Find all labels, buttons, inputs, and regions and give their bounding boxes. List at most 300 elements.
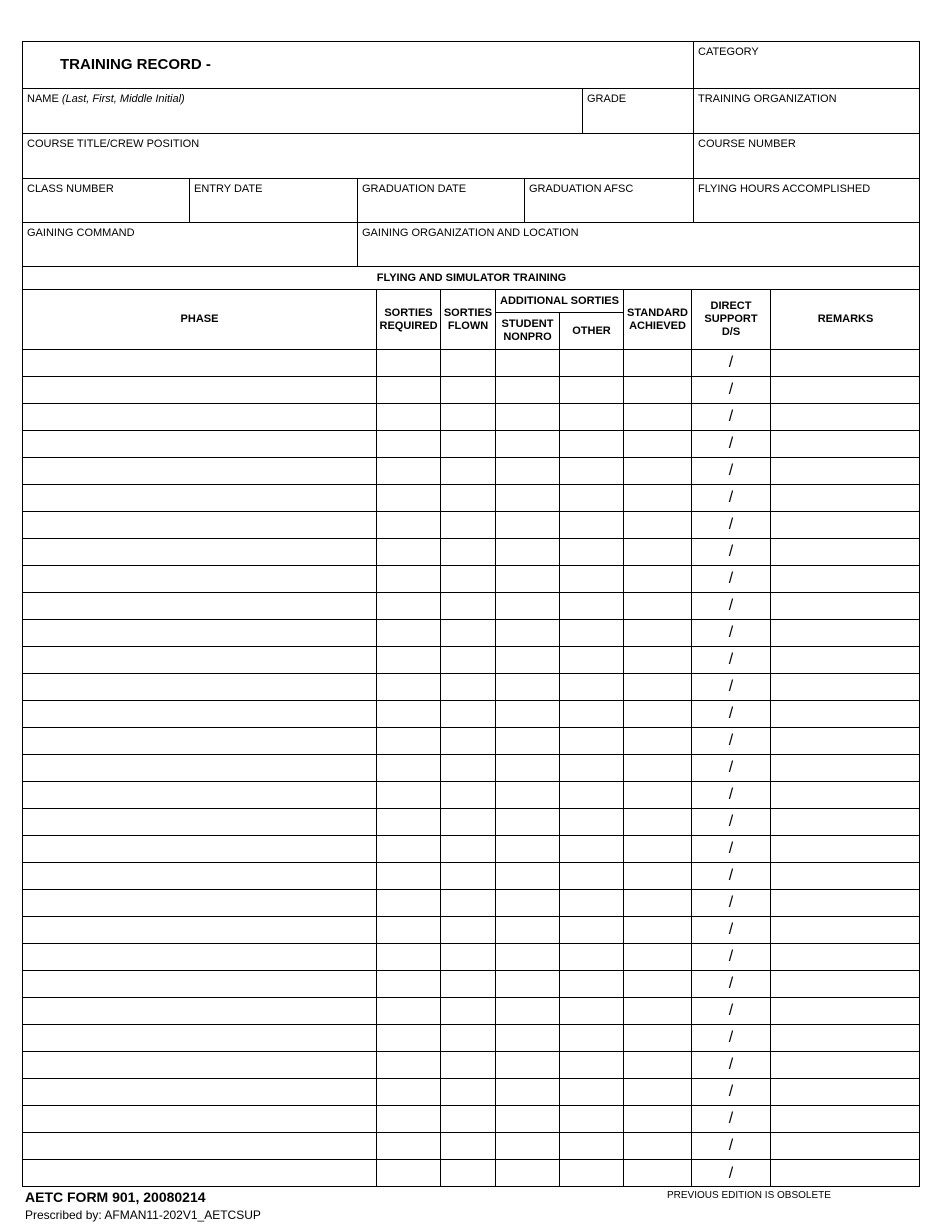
remarks-cell[interactable] [771, 1106, 920, 1133]
other-cell[interactable] [560, 1052, 624, 1079]
form-title-cell [23, 42, 694, 89]
sorties-flown-cell[interactable] [441, 1052, 496, 1079]
sorties-flown-cell[interactable] [441, 728, 496, 755]
direct-support-cell[interactable] [692, 620, 771, 647]
standard-achieved-cell[interactable] [624, 1079, 692, 1106]
other-cell[interactable] [560, 890, 624, 917]
standard-achieved-cell[interactable] [624, 890, 692, 917]
remarks-cell[interactable] [771, 485, 920, 512]
phase-cell[interactable] [23, 782, 377, 809]
phase-cell[interactable] [23, 377, 377, 404]
student-nonpro-cell[interactable] [496, 971, 560, 998]
remarks-cell[interactable] [771, 431, 920, 458]
col-sorties-flown-text: SORTIES FLOWN [443, 306, 493, 332]
remarks-cell[interactable] [771, 998, 920, 1025]
ds-separator: / [728, 462, 734, 479]
sorties-required-cell[interactable] [377, 1106, 441, 1133]
phase-cell[interactable] [23, 1160, 377, 1187]
remarks-cell[interactable] [771, 539, 920, 566]
phase-cell[interactable] [23, 350, 377, 377]
standard-achieved-cell[interactable] [624, 917, 692, 944]
ds-separator: / [728, 1110, 734, 1127]
sorties-required-cell[interactable] [377, 485, 441, 512]
sorties-required-cell[interactable] [377, 701, 441, 728]
sorties-flown-cell[interactable] [441, 458, 496, 485]
remarks-cell[interactable] [771, 620, 920, 647]
other-cell[interactable] [560, 647, 624, 674]
phase-cell[interactable] [23, 1133, 377, 1160]
standard-achieved-cell[interactable] [624, 1025, 692, 1052]
direct-support-cell[interactable] [692, 1133, 771, 1160]
remarks-cell[interactable] [771, 566, 920, 593]
graduation-date-label: GRADUATION DATE [362, 183, 467, 195]
col-phase-header [23, 290, 377, 350]
remarks-cell[interactable] [771, 917, 920, 944]
phase-cell[interactable] [23, 971, 377, 998]
sorties-flown-cell[interactable] [441, 620, 496, 647]
direct-support-cell[interactable] [692, 647, 771, 674]
student-nonpro-cell[interactable] [496, 1079, 560, 1106]
sorties-required-cell[interactable] [377, 431, 441, 458]
standard-achieved-cell[interactable] [624, 377, 692, 404]
remarks-cell[interactable] [771, 458, 920, 485]
sorties-required-cell[interactable] [377, 1079, 441, 1106]
other-cell[interactable] [560, 674, 624, 701]
standard-achieved-cell[interactable] [624, 944, 692, 971]
sorties-flown-cell[interactable] [441, 863, 496, 890]
course-title-field[interactable] [23, 134, 694, 179]
sorties-flown-cell[interactable] [441, 485, 496, 512]
col-additional-sorties-header [496, 290, 624, 313]
sorties-flown-cell[interactable] [441, 917, 496, 944]
col-sorties-required-text: SORTIES REQUIRED [379, 306, 438, 332]
sorties-required-cell[interactable] [377, 404, 441, 431]
remarks-cell[interactable] [771, 1160, 920, 1187]
other-cell[interactable] [560, 998, 624, 1025]
remarks-cell[interactable] [771, 836, 920, 863]
remarks-cell[interactable] [771, 350, 920, 377]
remarks-cell[interactable] [771, 1052, 920, 1079]
other-cell[interactable] [560, 971, 624, 998]
course-title-label: COURSE TITLE/CREW POSITION [27, 138, 200, 150]
standard-achieved-cell[interactable] [624, 485, 692, 512]
prescribed-by: Prescribed by: AFMAN11-202V1_AETCSUP [25, 1208, 261, 1222]
remarks-cell[interactable] [771, 863, 920, 890]
phase-cell[interactable] [23, 836, 377, 863]
remarks-cell[interactable] [771, 944, 920, 971]
student-nonpro-cell[interactable] [496, 1160, 560, 1187]
remarks-cell[interactable] [771, 701, 920, 728]
direct-support-cell[interactable] [692, 1052, 771, 1079]
ds-separator: / [728, 759, 734, 776]
direct-support-cell[interactable] [692, 1025, 771, 1052]
direct-support-cell[interactable] [692, 782, 771, 809]
col-sorties-required-header [377, 290, 441, 350]
sorties-flown-cell[interactable] [441, 998, 496, 1025]
col-other-header [560, 313, 624, 350]
standard-achieved-cell[interactable] [624, 998, 692, 1025]
remarks-cell[interactable] [771, 1133, 920, 1160]
sorties-required-cell[interactable] [377, 782, 441, 809]
sorties-required-cell[interactable] [377, 809, 441, 836]
phase-cell[interactable] [23, 1079, 377, 1106]
remarks-cell[interactable] [771, 971, 920, 998]
student-nonpro-cell[interactable] [496, 755, 560, 782]
sorties-flown-cell[interactable] [441, 944, 496, 971]
direct-support-cell[interactable] [692, 431, 771, 458]
sorties-required-cell[interactable] [377, 944, 441, 971]
standard-achieved-cell[interactable] [624, 539, 692, 566]
remarks-cell[interactable] [771, 782, 920, 809]
phase-cell[interactable] [23, 701, 377, 728]
sorties-required-cell[interactable] [377, 1025, 441, 1052]
standard-achieved-cell[interactable] [624, 404, 692, 431]
other-cell[interactable] [560, 593, 624, 620]
direct-support-cell[interactable] [692, 1160, 771, 1187]
other-cell[interactable] [560, 1106, 624, 1133]
sorties-required-cell[interactable] [377, 728, 441, 755]
ds-separator: / [728, 516, 734, 533]
training-record-form [22, 41, 920, 1187]
direct-support-cell[interactable] [692, 998, 771, 1025]
sorties-required-cell[interactable] [377, 539, 441, 566]
other-cell[interactable] [560, 1160, 624, 1187]
phase-cell[interactable] [23, 593, 377, 620]
entry-date-field[interactable] [190, 179, 358, 223]
standard-achieved-cell[interactable] [624, 836, 692, 863]
student-nonpro-cell[interactable] [496, 485, 560, 512]
direct-support-cell[interactable] [692, 944, 771, 971]
remarks-cell[interactable] [771, 809, 920, 836]
sorties-required-cell[interactable] [377, 593, 441, 620]
student-nonpro-cell[interactable] [496, 782, 560, 809]
other-cell[interactable] [560, 755, 624, 782]
sorties-flown-cell[interactable] [441, 836, 496, 863]
sorties-required-cell[interactable] [377, 1052, 441, 1079]
sorties-flown-cell[interactable] [441, 1106, 496, 1133]
other-cell[interactable] [560, 1025, 624, 1052]
direct-support-cell[interactable] [692, 593, 771, 620]
other-cell[interactable] [560, 917, 624, 944]
student-nonpro-cell[interactable] [496, 1025, 560, 1052]
sorties-required-cell[interactable] [377, 863, 441, 890]
col-direct-support-header [692, 290, 771, 350]
standard-achieved-cell[interactable] [624, 620, 692, 647]
student-nonpro-cell[interactable] [496, 512, 560, 539]
phase-cell[interactable] [23, 620, 377, 647]
direct-support-cell[interactable] [692, 485, 771, 512]
student-nonpro-cell[interactable] [496, 1106, 560, 1133]
sorties-flown-cell[interactable] [441, 1133, 496, 1160]
phase-cell[interactable] [23, 512, 377, 539]
sorties-required-cell[interactable] [377, 458, 441, 485]
standard-achieved-cell[interactable] [624, 1106, 692, 1133]
sorties-flown-cell[interactable] [441, 755, 496, 782]
direct-support-cell[interactable] [692, 728, 771, 755]
student-nonpro-cell[interactable] [496, 350, 560, 377]
phase-cell[interactable] [23, 863, 377, 890]
ds-separator: / [728, 435, 734, 452]
phase-cell[interactable] [23, 1025, 377, 1052]
sorties-required-cell[interactable] [377, 890, 441, 917]
remarks-cell[interactable] [771, 674, 920, 701]
phase-cell[interactable] [23, 1106, 377, 1133]
other-cell[interactable] [560, 782, 624, 809]
gaining-organization-field[interactable] [358, 223, 920, 267]
course-number-label: COURSE NUMBER [698, 138, 796, 150]
standard-achieved-cell[interactable] [624, 431, 692, 458]
direct-support-cell[interactable] [692, 674, 771, 701]
student-nonpro-cell[interactable] [496, 377, 560, 404]
direct-support-cell[interactable] [692, 836, 771, 863]
graduation-date-field[interactable] [358, 179, 525, 223]
remarks-cell[interactable] [771, 647, 920, 674]
remarks-cell[interactable] [771, 404, 920, 431]
sorties-flown-cell[interactable] [441, 512, 496, 539]
student-nonpro-cell[interactable] [496, 647, 560, 674]
other-cell[interactable] [560, 728, 624, 755]
direct-support-cell[interactable] [692, 1106, 771, 1133]
sorties-required-cell[interactable] [377, 971, 441, 998]
standard-achieved-cell[interactable] [624, 701, 692, 728]
col-remarks-text: REMARKS [817, 313, 874, 325]
ds-separator: / [728, 1083, 734, 1100]
direct-support-cell[interactable] [692, 404, 771, 431]
sorties-required-cell[interactable] [377, 620, 441, 647]
sorties-required-cell[interactable] [377, 674, 441, 701]
student-nonpro-cell[interactable] [496, 809, 560, 836]
remarks-cell[interactable] [771, 593, 920, 620]
other-cell[interactable] [560, 1133, 624, 1160]
phase-cell[interactable] [23, 1052, 377, 1079]
direct-support-cell[interactable] [692, 917, 771, 944]
sorties-required-cell[interactable] [377, 377, 441, 404]
other-cell[interactable] [560, 1079, 624, 1106]
phase-cell[interactable] [23, 674, 377, 701]
col-standard-achieved-text: STANDARD ACHIEVED [627, 306, 688, 332]
phase-cell[interactable] [23, 647, 377, 674]
student-nonpro-cell[interactable] [496, 728, 560, 755]
phase-cell[interactable] [23, 809, 377, 836]
sorties-required-cell[interactable] [377, 350, 441, 377]
phase-cell[interactable] [23, 458, 377, 485]
sorties-required-cell[interactable] [377, 998, 441, 1025]
standard-achieved-cell[interactable] [624, 458, 692, 485]
ds-separator: / [728, 381, 734, 398]
other-cell[interactable] [560, 620, 624, 647]
standard-achieved-cell[interactable] [624, 566, 692, 593]
phase-cell[interactable] [23, 917, 377, 944]
direct-support-cell[interactable] [692, 566, 771, 593]
standard-achieved-cell[interactable] [624, 674, 692, 701]
col-phase-text: PHASE [180, 313, 219, 325]
direct-support-cell[interactable] [692, 377, 771, 404]
sorties-flown-cell[interactable] [441, 782, 496, 809]
remarks-cell[interactable] [771, 755, 920, 782]
student-nonpro-cell[interactable] [496, 998, 560, 1025]
direct-support-cell[interactable] [692, 890, 771, 917]
graduation-afsc-field[interactable] [525, 179, 694, 223]
category-field[interactable] [694, 42, 920, 89]
standard-achieved-cell[interactable] [624, 350, 692, 377]
student-nonpro-cell[interactable] [496, 674, 560, 701]
direct-support-cell[interactable] [692, 701, 771, 728]
standard-achieved-cell[interactable] [624, 1160, 692, 1187]
standard-achieved-cell[interactable] [624, 593, 692, 620]
sorties-flown-cell[interactable] [441, 809, 496, 836]
sorties-required-cell[interactable] [377, 512, 441, 539]
sorties-required-cell[interactable] [377, 1160, 441, 1187]
direct-support-cell[interactable] [692, 809, 771, 836]
grade-field[interactable] [583, 89, 694, 134]
sorties-flown-cell[interactable] [441, 1079, 496, 1106]
student-nonpro-cell[interactable] [496, 566, 560, 593]
obsolete-note: PREVIOUS EDITION IS OBSOLETE [667, 1190, 831, 1201]
other-cell[interactable] [560, 863, 624, 890]
direct-support-cell[interactable] [692, 863, 771, 890]
ds-separator: / [728, 1137, 734, 1154]
direct-support-cell[interactable] [692, 512, 771, 539]
student-nonpro-cell[interactable] [496, 404, 560, 431]
student-nonpro-cell[interactable] [496, 701, 560, 728]
student-nonpro-cell[interactable] [496, 539, 560, 566]
sorties-required-cell[interactable] [377, 836, 441, 863]
student-nonpro-cell[interactable] [496, 863, 560, 890]
phase-cell[interactable] [23, 944, 377, 971]
sorties-required-cell[interactable] [377, 566, 441, 593]
remarks-cell[interactable] [771, 1079, 920, 1106]
sorties-flown-cell[interactable] [441, 890, 496, 917]
sorties-flown-cell[interactable] [441, 647, 496, 674]
standard-achieved-cell[interactable] [624, 971, 692, 998]
other-cell[interactable] [560, 701, 624, 728]
sorties-flown-cell[interactable] [441, 350, 496, 377]
sorties-flown-cell[interactable] [441, 566, 496, 593]
other-cell[interactable] [560, 944, 624, 971]
standard-achieved-cell[interactable] [624, 755, 692, 782]
name-field[interactable] [23, 89, 583, 134]
graduation-afsc-label: GRADUATION AFSC [529, 183, 634, 195]
sorties-flown-cell[interactable] [441, 674, 496, 701]
student-nonpro-cell[interactable] [496, 836, 560, 863]
gaining-command-field[interactable] [23, 223, 358, 267]
student-nonpro-cell[interactable] [496, 431, 560, 458]
standard-achieved-cell[interactable] [624, 863, 692, 890]
ds-separator: / [728, 354, 734, 371]
flying-hours-field[interactable] [694, 179, 920, 223]
phase-cell[interactable] [23, 755, 377, 782]
sorties-required-cell[interactable] [377, 755, 441, 782]
other-cell[interactable] [560, 512, 624, 539]
col-additional-sorties-text: ADDITIONAL SORTIES [500, 294, 619, 307]
standard-achieved-cell[interactable] [624, 647, 692, 674]
phase-cell[interactable] [23, 404, 377, 431]
other-cell[interactable] [560, 485, 624, 512]
remarks-cell[interactable] [771, 890, 920, 917]
remarks-cell[interactable] [771, 377, 920, 404]
sorties-flown-cell[interactable] [441, 593, 496, 620]
phase-cell[interactable] [23, 539, 377, 566]
sorties-flown-cell[interactable] [441, 539, 496, 566]
student-nonpro-cell[interactable] [496, 917, 560, 944]
direct-support-cell[interactable] [692, 350, 771, 377]
other-cell[interactable] [560, 404, 624, 431]
student-nonpro-cell[interactable] [496, 458, 560, 485]
sorties-flown-cell[interactable] [441, 701, 496, 728]
student-nonpro-cell[interactable] [496, 593, 560, 620]
standard-achieved-cell[interactable] [624, 809, 692, 836]
sorties-required-cell[interactable] [377, 917, 441, 944]
direct-support-cell[interactable] [692, 458, 771, 485]
phase-cell[interactable] [23, 566, 377, 593]
training-organization-label: TRAINING ORGANIZATION [698, 93, 837, 105]
course-number-field[interactable] [694, 134, 920, 179]
other-cell[interactable] [560, 539, 624, 566]
sorties-required-cell[interactable] [377, 1133, 441, 1160]
direct-support-cell[interactable] [692, 755, 771, 782]
ds-separator: / [728, 1056, 734, 1073]
standard-achieved-cell[interactable] [624, 1052, 692, 1079]
other-cell[interactable] [560, 566, 624, 593]
other-cell[interactable] [560, 431, 624, 458]
remarks-cell[interactable] [771, 1025, 920, 1052]
phase-cell[interactable] [23, 890, 377, 917]
phase-cell[interactable] [23, 998, 377, 1025]
phase-cell[interactable] [23, 728, 377, 755]
category-label: CATEGORY [698, 46, 759, 58]
section-title-text: FLYING AND SIMULATOR TRAINING [376, 271, 567, 284]
sorties-flown-cell[interactable] [441, 404, 496, 431]
sorties-flown-cell[interactable] [441, 1025, 496, 1052]
phase-cell[interactable] [23, 431, 377, 458]
sorties-flown-cell[interactable] [441, 377, 496, 404]
other-cell[interactable] [560, 458, 624, 485]
ds-separator: / [728, 867, 734, 884]
other-cell[interactable] [560, 350, 624, 377]
ds-separator: / [728, 651, 734, 668]
ds-separator: / [728, 489, 734, 506]
standard-achieved-cell[interactable] [624, 512, 692, 539]
sorties-flown-cell[interactable] [441, 1160, 496, 1187]
student-nonpro-cell[interactable] [496, 890, 560, 917]
standard-achieved-cell[interactable] [624, 782, 692, 809]
student-nonpro-cell[interactable] [496, 1133, 560, 1160]
other-cell[interactable] [560, 836, 624, 863]
sorties-flown-cell[interactable] [441, 431, 496, 458]
direct-support-cell[interactable] [692, 1079, 771, 1106]
training-organization-field[interactable] [694, 89, 920, 134]
direct-support-cell[interactable] [692, 971, 771, 998]
student-nonpro-cell[interactable] [496, 620, 560, 647]
ds-separator: / [728, 921, 734, 938]
other-cell[interactable] [560, 377, 624, 404]
student-nonpro-cell[interactable] [496, 944, 560, 971]
ds-separator: / [728, 624, 734, 641]
col-direct-support-text: DIRECT SUPPORT D/S [704, 300, 758, 338]
sorties-flown-cell[interactable] [441, 971, 496, 998]
student-nonpro-cell[interactable] [496, 1052, 560, 1079]
remarks-cell[interactable] [771, 512, 920, 539]
class-number-field[interactable] [23, 179, 190, 223]
standard-achieved-cell[interactable] [624, 728, 692, 755]
standard-achieved-cell[interactable] [624, 1133, 692, 1160]
phase-cell[interactable] [23, 485, 377, 512]
sorties-required-cell[interactable] [377, 647, 441, 674]
remarks-cell[interactable] [771, 728, 920, 755]
other-cell[interactable] [560, 809, 624, 836]
flying-hours-label: FLYING HOURS ACCOMPLISHED [698, 183, 871, 195]
direct-support-cell[interactable] [692, 539, 771, 566]
